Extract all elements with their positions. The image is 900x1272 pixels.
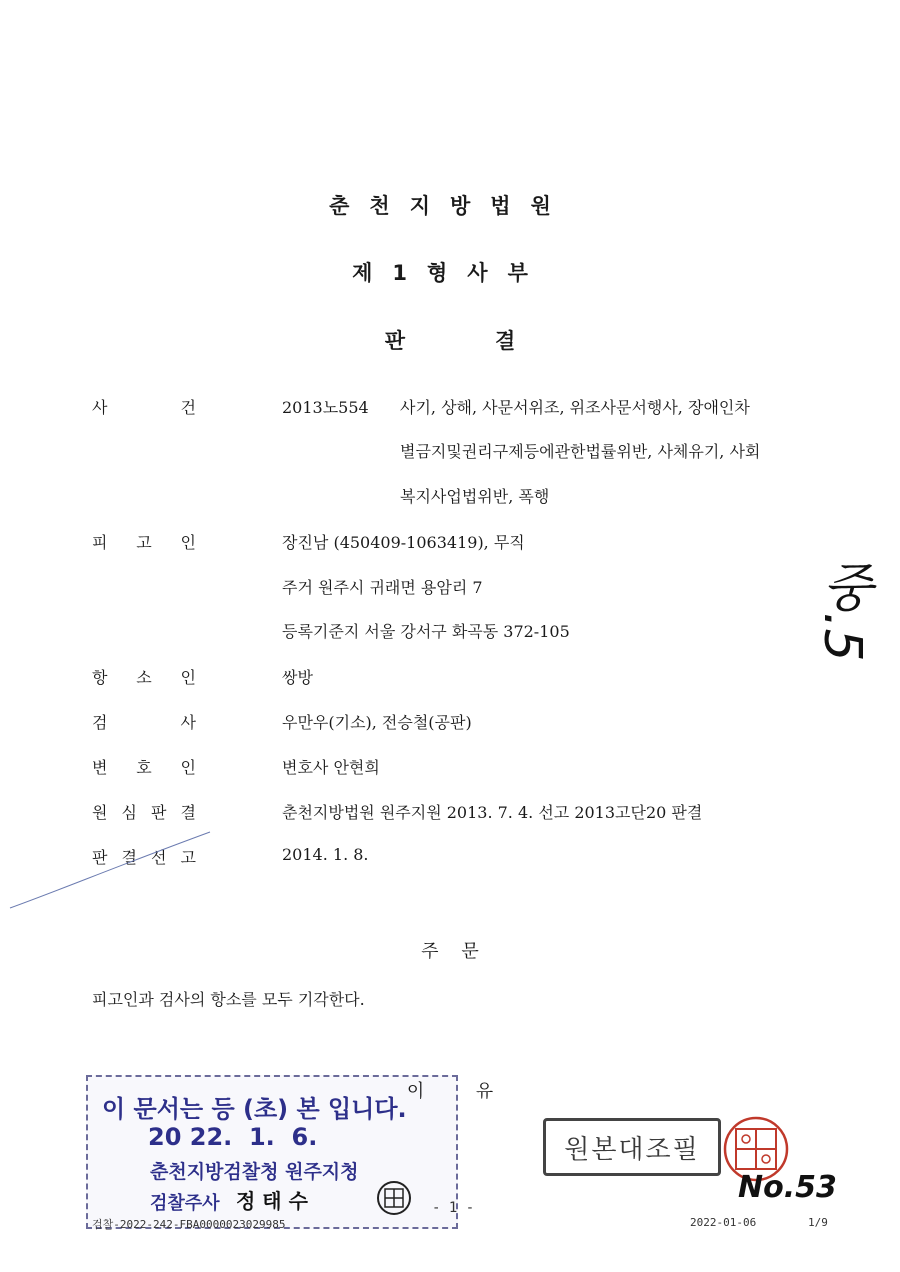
label-char: 소 [136,668,152,687]
print-date: 2022-01-06 [690,1216,757,1229]
label-char: 사 [92,398,108,417]
prosecutor-value: 우만우(기소), 전승철(공판) [282,713,472,732]
handwritten-side-note: 중.5 [812,560,872,662]
officer-seal-icon [376,1180,412,1216]
document-type: 판결 [384,329,606,353]
court-name: 춘천지방법원 [329,194,571,218]
stamp-officer-name: 정 태 수 [236,1189,308,1213]
case-number: 2013노554 [282,398,369,417]
counsel-value: 변호사 안현희 [282,758,380,777]
label-char: 인 [180,668,196,687]
label-char: 인 [180,758,196,777]
label-char: 선 [151,848,167,867]
stamp-officer-title: 검찰주사 [150,1193,220,1214]
label-char: 판 [151,803,167,822]
page-count: 1/9 [808,1216,828,1229]
label-char: 결 [121,848,137,867]
label-char: 인 [180,533,196,552]
original-verified-stamp: 원본대조필 [543,1118,721,1176]
case-label [92,395,196,418]
label-char: 항 [92,668,108,687]
label-char: 호 [136,758,152,777]
case-charges-line2: 별금지및권리구제등에관한법률위반, 사체유기, 사회 [400,442,761,461]
case-charges-line3: 복지사업법위반, 폭행 [400,487,550,506]
defendant-registry: 등록기준지 서울 강서구 화곡동 372-105 [282,622,570,641]
label-char: 판 [92,848,108,867]
handwritten-number-note: No.53 [738,1170,837,1205]
page-marker: - 1 - [432,1200,475,1216]
original-judgment-value: 춘천지방법원 원주지원 2013. 7. 4. 선고 2013고단20 판결 [282,803,703,822]
reason-heading: 이 유 [406,1081,494,1102]
label-char: 검 [92,713,108,732]
order-heading: 주 문 [421,941,479,962]
appellant-value: 쌍방 [282,668,313,687]
label-char: 고 [136,533,152,552]
defendant-label [92,530,196,553]
label-char: 결 [180,803,196,822]
sentencing-date-value: 2014. 1. 8. [282,845,369,864]
appellant-label [92,665,196,688]
stamp-date: 20 22. 1. 6. [148,1123,318,1151]
case-charges-line1: 사기, 상해, 사문서위조, 위조사문서행사, 장애인차 [400,398,750,417]
stamp-certification-text: 이 문서는 등 (초) 본 입니다. [102,1095,407,1123]
label-char: 건 [180,398,196,417]
order-text: 피고인과 검사의 항소를 모두 기각한다. [92,990,365,1009]
label-char: 원 [92,803,108,822]
label-char: 변 [92,758,108,777]
label-char: 심 [121,803,137,822]
counsel-label [92,755,196,778]
defendant-name: 장진남 (450409-1063419), 무직 [282,533,525,552]
division-name: 제1형사부 [352,261,548,285]
stamp-office: 춘천지방검찰청 원주지청 [150,1161,359,1183]
document-code: 검찰-2022-242-FBA0000023029985 [92,1218,286,1231]
prosecutor-label [92,710,196,733]
pen-stroke-mark [0,820,220,920]
defendant-address: 주거 원주시 귀래면 용암리 7 [282,578,483,597]
label-char: 피 [92,533,108,552]
label-char: 고 [180,848,196,867]
label-char: 사 [180,713,196,732]
